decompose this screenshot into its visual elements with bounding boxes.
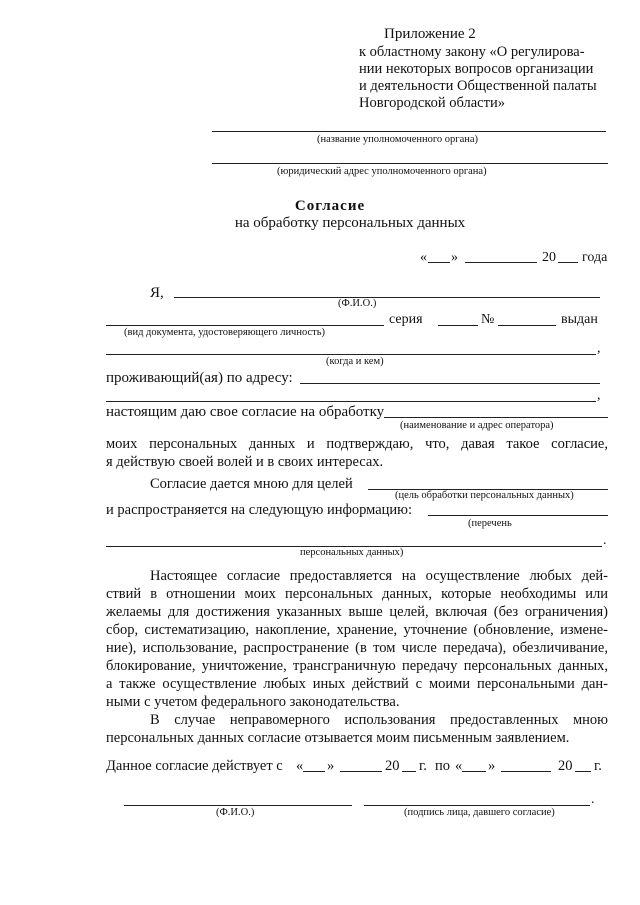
validity-from-month-line[interactable] [340,771,382,772]
operator-line[interactable] [384,417,608,418]
authority-name-caption: (название уполномоченного органа) [317,134,479,145]
residing-label: проживающий(ая) по адресу: [106,370,293,386]
para1-line-8: ными с учетом федерального законодательства. [106,694,400,710]
para1-line-6: блокирование, уничтожение, трансграничную передачу персональных данных, [106,658,608,674]
para1-line-2: ствий в отношении моих персональных данных, которые необходимы или [106,586,608,602]
purpose-caption: (цель обработки персональных данных) [395,490,574,501]
list-caption-1: (перечень [468,518,512,529]
validity-year-abbr: г. [419,758,427,774]
para1-line-7: а также осуществление любых иных действий с моими персональными дан- [106,676,608,692]
address-line-1[interactable] [300,383,600,384]
validity-from-year-line[interactable] [402,771,416,772]
para1-line-3: желаемы для достижения указанных выше целей, включая (без ограничения) [106,604,608,620]
issued-by-line[interactable] [106,354,596,355]
appendix-title: Приложение 2 [384,26,476,42]
date-open-quote: « [420,250,427,265]
signature-sign-caption: (подпись лица, давшего согласие) [404,807,555,818]
applies-label: и распространяется на следующую информацию: [106,502,413,518]
confirm-line-2: я действую своей волей и в своих интересах. [106,454,384,470]
para2-line-2: персональных данных согласие отзывается моим письменным заявлением. [106,730,570,746]
validity-to-day-line[interactable] [462,771,486,772]
number-label: № [481,312,495,327]
signature-sign-line[interactable] [364,805,590,806]
validity-close-quote-2: » [488,758,496,774]
document-title: Согласие [294,198,366,214]
authority-address-line[interactable] [212,163,608,164]
validity-open-quote: « [296,758,304,774]
purpose-label: Согласие дается мною для целей [150,476,353,492]
fio-line[interactable] [174,297,600,298]
validity-open-quote-2: « [455,758,463,774]
i-label: Я, [150,285,164,301]
doc-type-caption: (вид документа, удостоверяющего личность) [124,327,326,338]
consent-label: настоящим даю свое согласие на обработку [106,404,385,420]
para1-line-5: ние), использование, распространение (в том числе передача), обезличивание, [106,640,608,656]
when-caption: (когда и кем) [326,356,384,367]
document-subtitle: на обработку персональных данных [234,215,466,231]
date-year-line[interactable] [558,262,578,263]
series-label: серия [389,312,423,327]
validity-to-month-line[interactable] [501,771,551,772]
number-line[interactable] [498,325,556,326]
appendix-line-4: Новгородской области» [359,95,505,111]
para1-line-4: сбор, систематизацию, накопление, хранение, уточнение (обновление, измене- [106,622,608,638]
confirm-line-1: моих персональных данных и подтверждаю, что, давая такое согласие, [106,436,608,452]
date-century: 20 [542,250,556,265]
date-day-line[interactable] [428,262,450,263]
operator-caption: (наименование и адрес оператора) [400,420,554,431]
validity-century-2: 20 [558,758,573,774]
authority-name-line[interactable] [212,131,606,132]
signature-period: . [591,792,595,807]
validity-from-day-line[interactable] [303,771,325,772]
validity-century: 20 [385,758,400,774]
issued-label: выдан [561,312,598,327]
address-line-2[interactable] [106,401,596,402]
series-line[interactable] [438,325,478,326]
fio-caption: (Ф.И.О.) [338,298,377,309]
doc-type-line[interactable] [106,325,384,326]
date-close-quote: » [451,250,458,265]
validity-year-abbr-2: г. [594,758,602,774]
validity-to-year-line[interactable] [575,771,591,772]
appendix-line-1: к областному закону «О регулирова- [359,44,585,60]
validity-close-quote: » [327,758,335,774]
date-month-line[interactable] [465,262,537,263]
authority-address-caption: (юридический адрес уполномоченного органа) [277,166,487,177]
appendix-line-2: нии некоторых вопросов организации [359,61,594,77]
signature-fio-caption: (Ф.И.О.) [216,807,255,818]
info-period: . [603,533,607,548]
list-caption-2: персональных данных) [300,547,404,558]
para2-line-1: В случае неправомерного использования предоставленных мною [150,712,608,728]
issued-by-comma: , [597,341,601,356]
validity-label: Данное согласие действует с [106,758,283,774]
date-year-word: года [582,250,608,265]
validity-to-label: по [435,758,451,774]
address-comma: , [597,388,601,403]
signature-fio-line[interactable] [124,805,352,806]
info-line-1[interactable] [428,515,608,516]
appendix-line-3: и деятельности Общественной палаты [359,78,597,94]
para1-line-1: Настоящее согласие предоставляется на осуществление любых дей- [150,568,608,584]
